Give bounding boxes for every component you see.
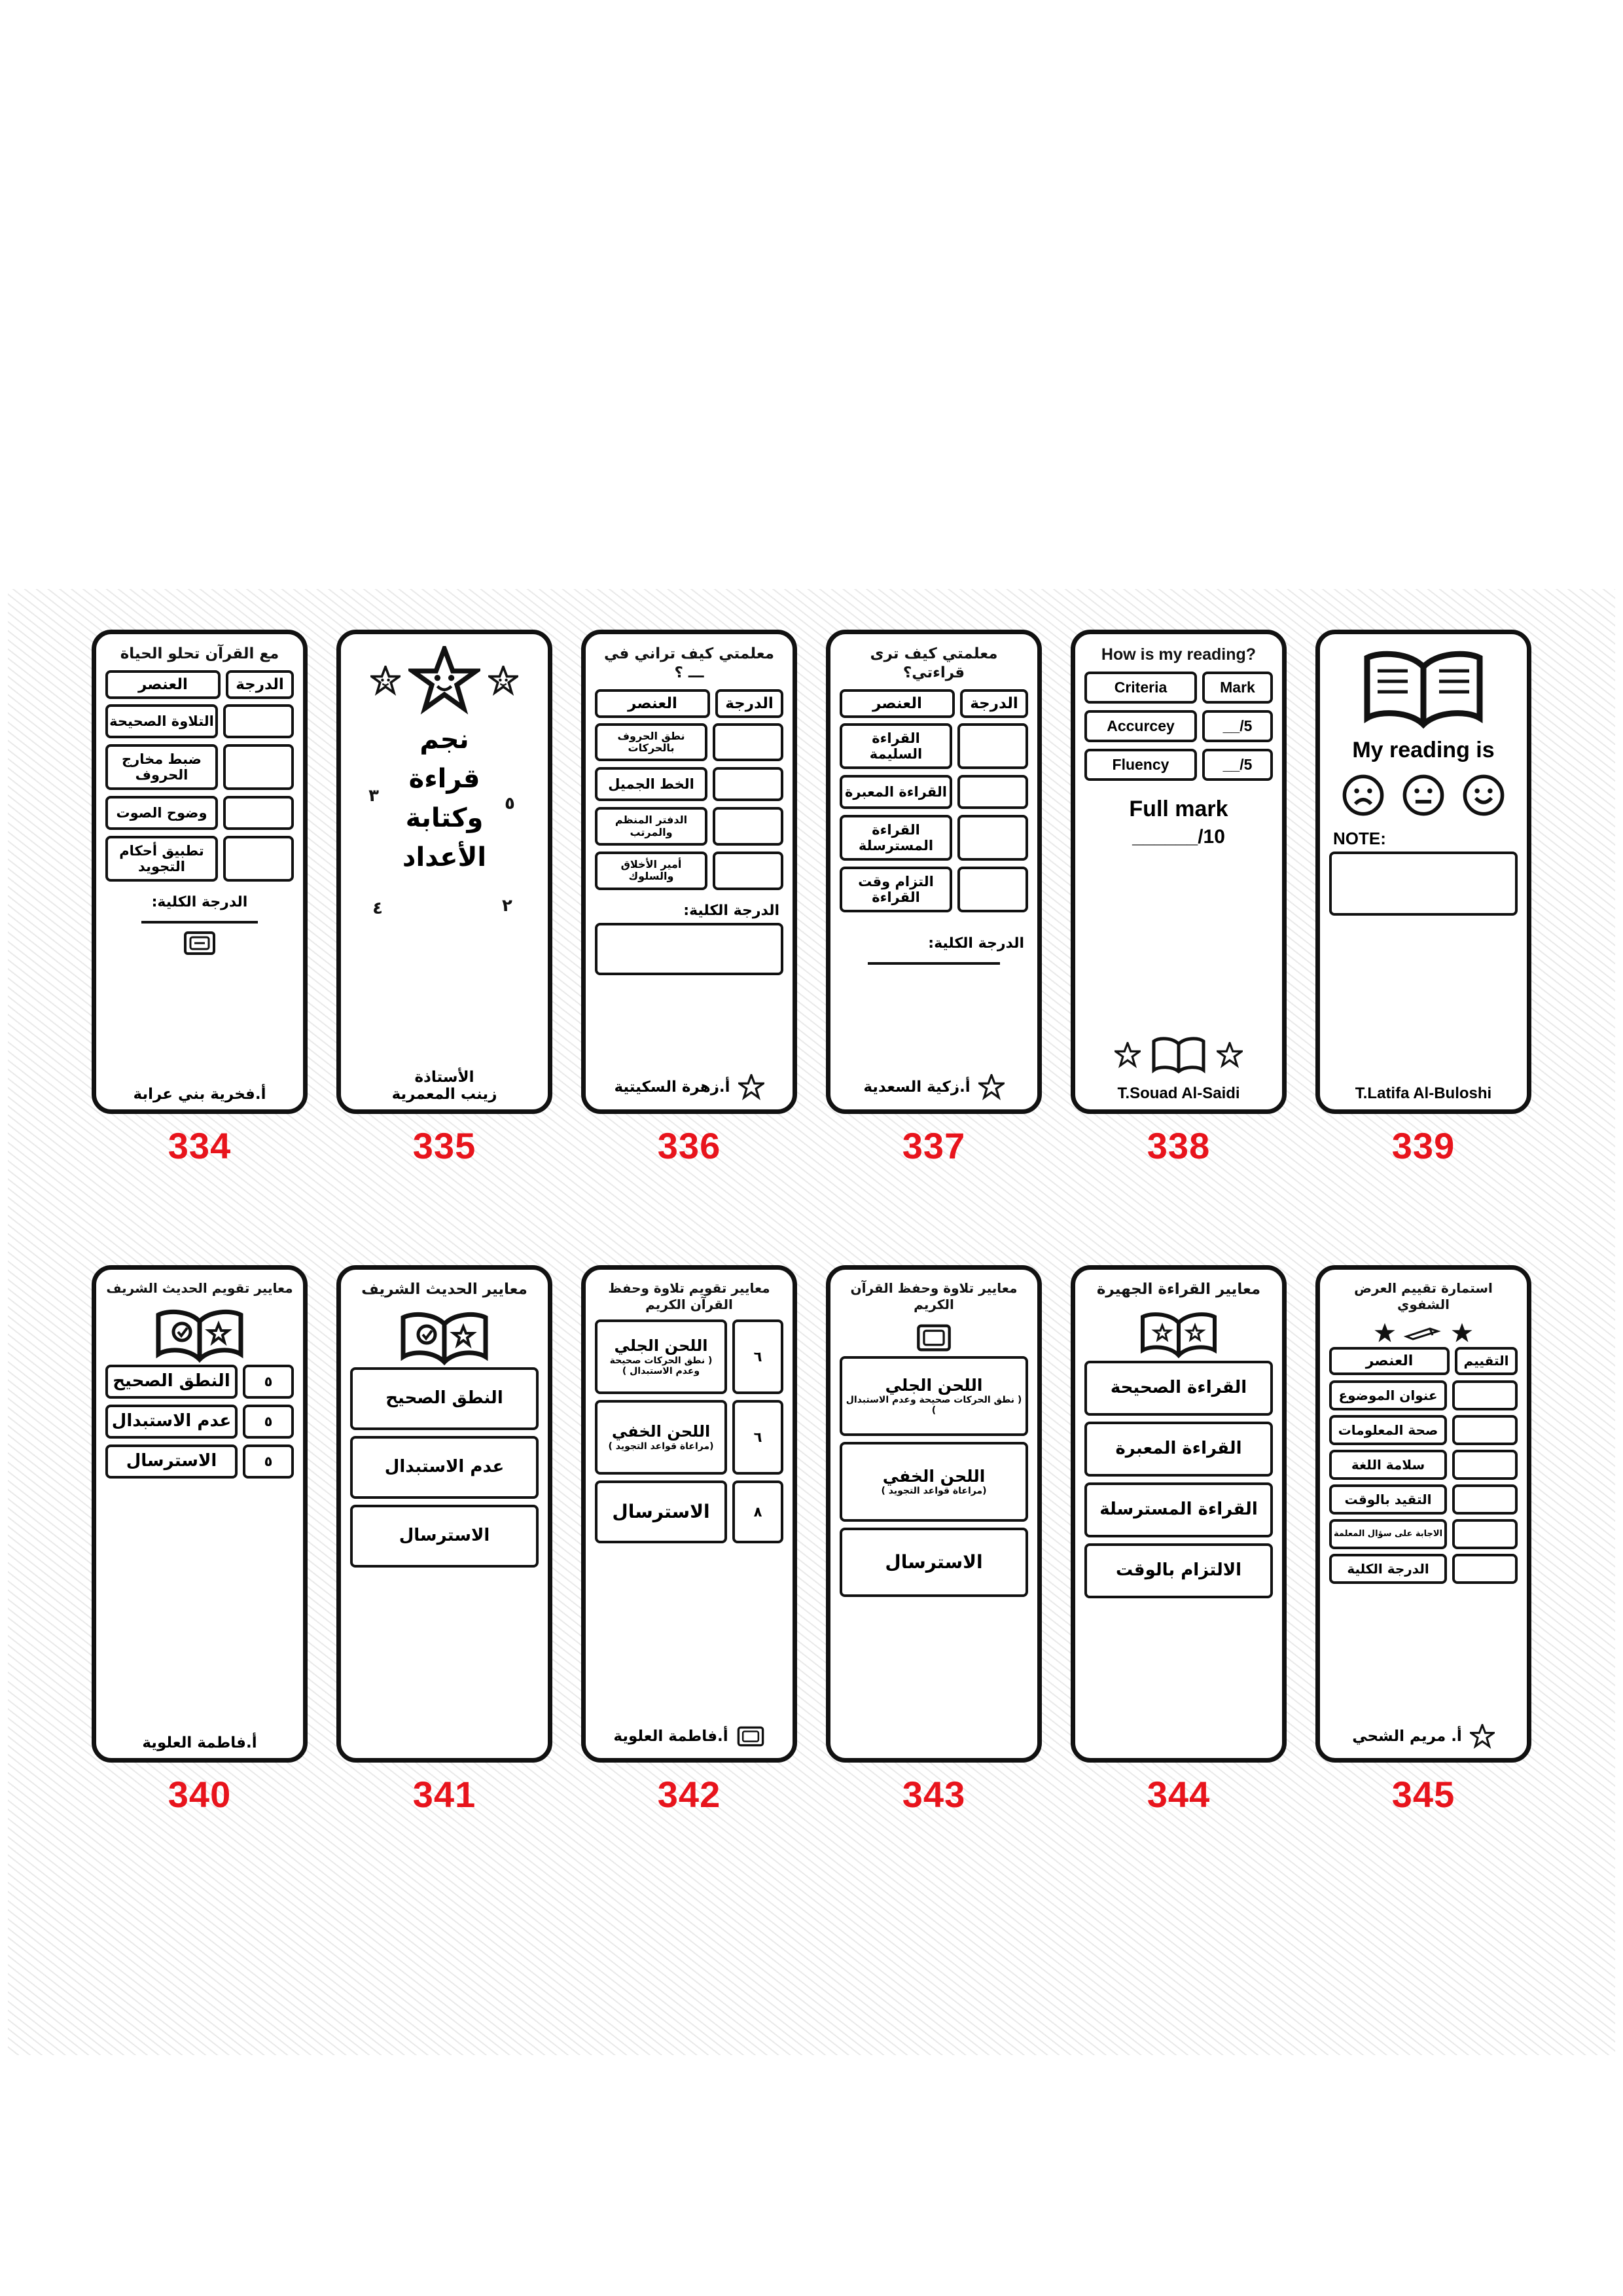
side-number-2: ٥ (505, 794, 515, 814)
table-row[interactable] (840, 867, 1028, 912)
teacher-signature: أ.فاطمة العلوية (142, 1734, 257, 1751)
assessment-card-338[interactable] (1071, 630, 1287, 1114)
mark-input[interactable]: __/5 (1202, 749, 1273, 781)
table-row[interactable] (595, 852, 783, 890)
criterion-label: التقيد بالوقت (1329, 1484, 1447, 1515)
assessment-card-343[interactable] (826, 1265, 1042, 1763)
mark-input[interactable] (957, 815, 1028, 861)
teacher-signature: أ. مريم الشحي (1352, 1728, 1462, 1745)
quran-icon-row (595, 1724, 783, 1749)
mark-input[interactable] (223, 796, 294, 830)
table-row[interactable] (105, 796, 294, 830)
card-wrapper-344 (1067, 1265, 1290, 1816)
mark-input[interactable] (713, 807, 783, 846)
total-write-line[interactable] (868, 962, 1000, 965)
teacher-signature: T.Souad Al-Saidi (1117, 1085, 1240, 1102)
criterion-label: الدرجة الكلية (1329, 1554, 1447, 1584)
card-title: معايير القراءة الجهيرة (1096, 1281, 1261, 1298)
mark-value[interactable]: ٨ (732, 1480, 783, 1543)
pencil-icon (1404, 1325, 1443, 1342)
table-row[interactable] (595, 1319, 783, 1394)
card-title: معايير تلاوة وحفظ القرآن الكريم (850, 1280, 1018, 1312)
criterion-label: التلاوة الصحيحة (105, 704, 218, 738)
criterion-label: الاسترسال (105, 1444, 238, 1479)
card-number: 345 (1391, 1774, 1455, 1815)
criterion-label: اللحن الخفي (882, 1466, 986, 1486)
quran-icon-row (840, 1322, 1028, 1354)
star-icon (1374, 1322, 1396, 1344)
stars-pencil-row (1329, 1322, 1518, 1344)
sad-face-icon[interactable] (1342, 774, 1385, 817)
teacher-signature: أ.فخرية بني عرابة (133, 1086, 266, 1103)
star-title-line-4: الأعداد (402, 842, 487, 872)
criterion-sub: (مراعاة قواعد التجويد ) (608, 1441, 714, 1452)
open-book-icon (1149, 1033, 1209, 1077)
header-element: العنصر (840, 689, 955, 718)
table-row[interactable] (840, 1356, 1028, 1436)
table-row[interactable] (105, 836, 294, 882)
star-icon (738, 1074, 764, 1100)
table-header-row (105, 670, 294, 699)
table-row[interactable] (840, 1528, 1028, 1597)
criterion-label: الدفتر المنظم والمرتب (595, 807, 707, 846)
table-row[interactable] (105, 704, 294, 738)
header-mark: الدرجة (226, 670, 294, 699)
criterion-label: الالتزام بالوقت (1084, 1543, 1273, 1598)
total-input[interactable] (595, 923, 783, 975)
cards-grid (8, 589, 1615, 2055)
star-icon (1451, 1322, 1473, 1344)
total-label: الدرجة الكلية: (683, 902, 779, 919)
criterion-label: عدم الاستبدال (350, 1436, 539, 1499)
cards-row-1 (8, 630, 1615, 1167)
header-mark: الدرجة (960, 689, 1028, 718)
note-input[interactable] (1329, 852, 1518, 916)
table-row[interactable] (105, 1365, 294, 1399)
mark-input[interactable] (1452, 1554, 1518, 1584)
card-number: 342 (657, 1774, 721, 1815)
side-number-3: ٤ (372, 899, 383, 918)
card-number: 343 (902, 1774, 966, 1815)
table-row[interactable] (105, 1405, 294, 1439)
mark-input[interactable] (1452, 1415, 1518, 1445)
card-title: مع القرآن تحلو الحياة (120, 645, 279, 662)
worksheet-sheet (8, 589, 1615, 2055)
criterion-label: الاجابة على سؤال المعلمة (1329, 1519, 1447, 1549)
table-row[interactable] (350, 1367, 539, 1430)
star-icon (1217, 1042, 1243, 1068)
header-criteria: Criteria (1084, 672, 1197, 704)
big-star-icon (408, 646, 480, 715)
criterion-label: عنوان الموضوع (1329, 1380, 1447, 1410)
table-row[interactable] (1084, 1482, 1273, 1537)
mark-input[interactable] (223, 836, 294, 882)
table-row[interactable] (595, 767, 783, 801)
header-element: العنصر (105, 670, 221, 699)
teacher-signature: T.Latifa Al-Buloshi (1355, 1085, 1492, 1102)
criterion-label: التزام وقت القراءة (840, 867, 952, 912)
quran-icon-row (105, 929, 294, 958)
card-wrapper-342 (578, 1265, 800, 1816)
table-row[interactable] (595, 723, 783, 762)
table-header-row (595, 689, 783, 718)
card-wrapper-335 (333, 630, 556, 1167)
criterion-label: عدم الاستبدال (105, 1405, 238, 1439)
mark-input[interactable] (713, 852, 783, 890)
table-row[interactable] (350, 1436, 539, 1499)
star-icon (1470, 1724, 1495, 1749)
side-number-4: ٢ (502, 896, 512, 916)
card-title: How is my reading? (1101, 645, 1257, 664)
criterion-label: الاسترسال (595, 1480, 727, 1543)
assessment-card-335[interactable] (336, 630, 552, 1114)
full-mark-input[interactable]: ______/10 (1132, 826, 1225, 848)
criterion-label: تطبيق أحكام التجويد (105, 836, 218, 882)
criterion-label: القراءة المعبرة (840, 775, 952, 809)
star-title-line-3: وكتابة (405, 803, 484, 833)
criterion-label: وضوح الصوت (105, 796, 218, 830)
criterion-label: القراءة الصحيحة (1084, 1361, 1273, 1416)
criterion-label: Accurcey (1084, 710, 1197, 742)
card-number: 340 (168, 1774, 232, 1815)
table-row[interactable] (1329, 1484, 1518, 1515)
table-row[interactable] (350, 1505, 539, 1568)
criterion-label: الخط الجميل (595, 767, 707, 801)
header-mark: الدرجة (715, 689, 783, 718)
quran-book-icon (916, 1322, 952, 1354)
card-title: معايير تقويم الحديث الشريف (106, 1280, 293, 1296)
assessment-card-337[interactable] (826, 630, 1042, 1114)
card-number: 344 (1147, 1774, 1211, 1815)
criterion-cell (595, 1400, 727, 1475)
card-number: 334 (168, 1125, 232, 1166)
card-title: معلمتي كيف ترى قراءتي؟ (870, 645, 998, 681)
star-icon (1115, 1042, 1141, 1068)
table-row[interactable] (105, 1444, 294, 1479)
card-title: معلمتي كيف تراني في ـــ ؟ (604, 645, 774, 681)
table-row[interactable] (1084, 1422, 1273, 1477)
mark-value[interactable]: ٥ (243, 1365, 294, 1399)
teacher-signature: أ.زهرة السكيتية (614, 1079, 730, 1096)
mark-input[interactable] (223, 704, 294, 738)
assessment-card-341[interactable] (336, 1265, 552, 1763)
mark-input[interactable] (957, 723, 1028, 769)
mark-input[interactable] (223, 744, 294, 790)
card-number: 338 (1147, 1125, 1211, 1166)
criterion-cell (840, 1442, 1028, 1522)
full-mark-label: Full mark (1129, 797, 1228, 822)
criterion-sub: ( نطق الحركات صحيحة وعدم الاستبدال ) (609, 1355, 713, 1376)
mark-value[interactable]: ٦ (732, 1319, 783, 1394)
criterion-label: صحة المعلومات (1329, 1415, 1447, 1445)
table-row[interactable] (1084, 1361, 1273, 1416)
assessment-card-340[interactable] (92, 1265, 308, 1763)
quran-book-icon (736, 1724, 765, 1749)
card-number: 337 (902, 1125, 966, 1166)
assessment-card-334[interactable] (92, 630, 308, 1114)
star-title-line-1: نجم (419, 725, 469, 755)
table-row[interactable] (595, 1400, 783, 1475)
assessment-card-342[interactable] (581, 1265, 797, 1763)
quran-book-icon (183, 929, 217, 958)
table-row[interactable] (1329, 1519, 1518, 1549)
book-stars-row (1084, 1033, 1273, 1077)
open-book-star-icon (1084, 1310, 1273, 1359)
criterion-label: سلامة اللغة (1329, 1450, 1447, 1480)
mark-input[interactable]: __/5 (1202, 710, 1273, 742)
happy-face-icon[interactable] (1462, 774, 1505, 817)
star-icon-row (595, 1074, 783, 1100)
criterion-sub: (مراعاة قواعد التجويد ) (881, 1486, 987, 1497)
card-title: معايير تقويم تلاوة وحفظ القرآن الكريم (608, 1280, 770, 1312)
stars-row (370, 646, 518, 715)
mark-value[interactable]: ٦ (732, 1400, 783, 1475)
side-number-1: ٣ (368, 786, 379, 806)
table-row[interactable] (840, 1442, 1028, 1522)
card-wrapper-345 (1312, 1265, 1535, 1816)
card-number: 339 (1391, 1125, 1455, 1166)
signature-row (1329, 1724, 1518, 1749)
criterion-label: أمير الأخلاق والسلوك (595, 852, 707, 890)
assessment-card-336[interactable] (581, 630, 797, 1114)
mark-input[interactable] (1452, 1380, 1518, 1410)
open-book-icon-large (1329, 647, 1518, 732)
table-header-row (840, 689, 1028, 718)
card-wrapper-343 (823, 1265, 1045, 1816)
header-element: العنصر (595, 689, 710, 718)
table-row[interactable] (1084, 710, 1273, 742)
table-header-row (1329, 1347, 1518, 1375)
card-wrapper-339 (1312, 630, 1535, 1167)
assessment-card-339[interactable] (1315, 630, 1531, 1114)
total-label: الدرجة الكلية: (928, 935, 1024, 952)
total-label: الدرجة الكلية: (151, 894, 248, 911)
note-label: NOTE: (1333, 829, 1386, 848)
mark-input[interactable] (957, 867, 1028, 912)
mark-input[interactable] (713, 723, 783, 762)
star-icon-row (840, 1074, 1028, 1100)
card-wrapper-337 (823, 630, 1045, 1167)
header-mark: التقييم (1455, 1347, 1518, 1375)
small-star-icon (370, 666, 401, 696)
table-row[interactable] (1329, 1380, 1518, 1410)
criterion-label: ضبط مخارج الحروف (105, 744, 218, 790)
criterion-label: النطق الصحيح (350, 1367, 539, 1430)
criterion-label: الاسترسال (840, 1528, 1028, 1597)
criterion-label: القراءة المسترسلة (1084, 1482, 1273, 1537)
table-row[interactable] (1329, 1415, 1518, 1445)
criterion-label: Fluency (1084, 749, 1197, 781)
card-number: 336 (657, 1125, 721, 1166)
criterion-label: اللحن الخفي (611, 1422, 711, 1441)
card-wrapper-338 (1067, 630, 1290, 1167)
star-title-line-2: قراءة (408, 764, 480, 794)
card-wrapper-336 (578, 630, 800, 1167)
book-check-star-icon (350, 1310, 539, 1366)
table-row[interactable] (1084, 1543, 1273, 1598)
mark-input[interactable] (1452, 1484, 1518, 1515)
star-icon (978, 1074, 1005, 1100)
teacher-signature: أ.زكية السعدية (863, 1079, 971, 1096)
assessment-card-344[interactable] (1071, 1265, 1287, 1763)
teacher-signature: أ.فاطمة العلوية (613, 1728, 728, 1745)
card-wrapper-340 (88, 1265, 311, 1816)
header-element: العنصر (1329, 1347, 1450, 1375)
assessment-card-345[interactable] (1315, 1265, 1531, 1763)
mark-value[interactable]: ٥ (243, 1444, 294, 1479)
card-number: 335 (412, 1125, 476, 1166)
mark-value[interactable]: ٥ (243, 1405, 294, 1439)
criterion-sub: ( نطق الحركات صحيحة وعدم الاستبدال ) (846, 1395, 1022, 1416)
face-rating-row[interactable] (1333, 774, 1514, 817)
table-row[interactable] (105, 744, 294, 790)
card-title: استمارة تقييم العرض الشفوي (1354, 1280, 1493, 1312)
table-row[interactable] (840, 775, 1028, 809)
card-wrapper-334 (88, 630, 311, 1167)
table-row[interactable] (840, 815, 1028, 861)
book-check-star-icon (105, 1307, 294, 1363)
card-wrapper-341 (333, 1265, 556, 1816)
card-title: My reading is (1352, 738, 1495, 762)
criterion-cell (840, 1356, 1028, 1436)
criterion-label: اللحن الجلي (885, 1375, 983, 1395)
table-row[interactable] (595, 807, 783, 846)
table-row[interactable] (1329, 1554, 1518, 1584)
teacher-signature: زينب المعمرية (391, 1086, 497, 1103)
table-header-row (1084, 672, 1273, 704)
mark-input[interactable] (713, 767, 783, 801)
criterion-label: النطق الصحيح (105, 1365, 238, 1399)
cards-row-2 (8, 1265, 1615, 1816)
small-star-icon (488, 666, 518, 696)
table-row[interactable] (595, 1480, 783, 1543)
mark-input[interactable] (1452, 1450, 1518, 1480)
mark-input[interactable] (957, 775, 1028, 809)
criterion-label: القراءة السليمة (840, 723, 952, 769)
criterion-label: الاسترسال (350, 1505, 539, 1568)
total-write-line[interactable] (141, 921, 259, 924)
card-number: 341 (412, 1774, 476, 1815)
table-row[interactable] (840, 723, 1028, 769)
signature-prefix: الأستاذة (414, 1069, 474, 1086)
header-mark: Mark (1202, 672, 1273, 704)
mark-input[interactable] (1452, 1519, 1518, 1549)
criterion-label: القراءة المعبرة (1084, 1422, 1273, 1477)
card-title: معايير الحديث الشريف (361, 1281, 527, 1298)
criterion-label: اللحن الجلي (614, 1336, 708, 1355)
criterion-label: القراءة المسترسلة (840, 815, 952, 861)
criterion-label: نطق الحروف بالحركات (595, 723, 707, 762)
neutral-face-icon[interactable] (1402, 774, 1445, 817)
table-row[interactable] (1084, 749, 1273, 781)
table-row[interactable] (1329, 1450, 1518, 1480)
criterion-cell (595, 1319, 727, 1394)
